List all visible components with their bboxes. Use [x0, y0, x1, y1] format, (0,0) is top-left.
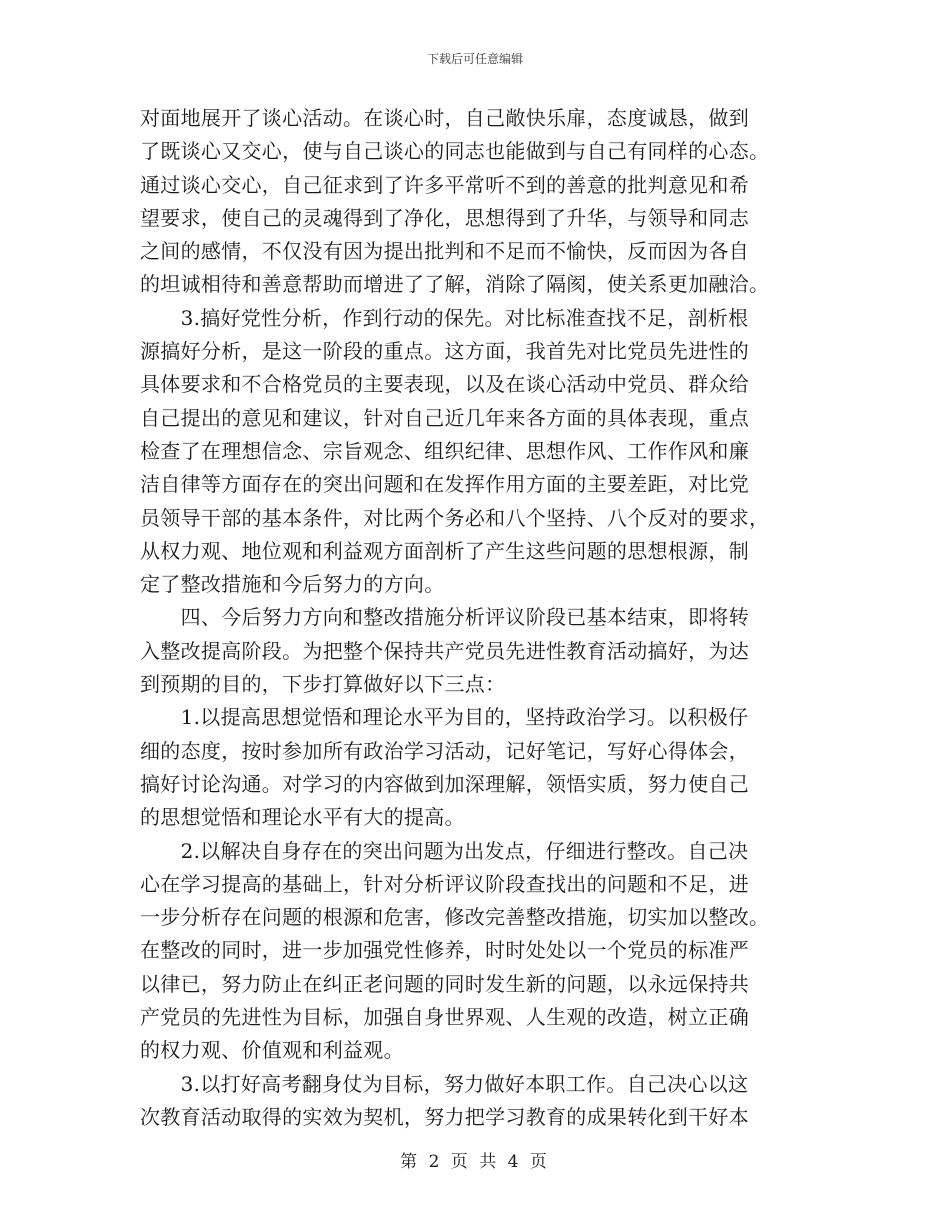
text-line: 定了整改措施和今后努力的方向。	[140, 572, 445, 597]
text-line: 从权力观、地位观和利益观方面剖析了产生这些问题的思想根源，制	[140, 538, 749, 563]
text-line: 以律已，努力防止在纠正老问题的同时发生新的问题，以永远保持共	[140, 971, 749, 996]
text-line: 洁自律等方面存在的突出问题和在发挥作用方面的主要差距，对比党	[140, 472, 749, 497]
text-line: 3.以打好高考翻身仗为目标，努力做好本职工作。自己决心以这	[140, 1071, 749, 1096]
text-line: 望要求，使自己的灵魂得到了净化，思想得到了升华，与领导和同志	[140, 205, 749, 230]
document-body	[140, 102, 812, 1134]
text-line: 到预期的目的，下步打算做好以下三点：	[140, 672, 506, 697]
text-line: 的坦诚相待和善意帮助而增进了了解，消除了隔阂，使关系更加融洽。	[140, 272, 770, 297]
text-line: 四、今后努力方向和整改措施分析评议阶段已基本结束，即将转	[140, 605, 749, 630]
text-line: 具体要求和不合格党员的主要表现，以及在谈心活动中党员、群众给	[140, 372, 749, 397]
text-line: 的思想觉悟和理论水平有大的提高。	[140, 805, 465, 830]
text-line: 了既谈心又交心，使与自己谈心的同志也能做到与自己有同样的心态。	[140, 139, 770, 164]
text-line: 次教育活动取得的实效为契机，努力把学习教育的成果转化到干好本	[140, 1104, 749, 1129]
text-line: 对面地展开了谈心活动。在谈心时，自己敞快乐扉，态度诚恳，做到	[140, 106, 749, 130]
text-line: 通过谈心交心，自己征求到了许多平常听不到的善意的批判意见和希	[140, 172, 749, 197]
page-number-footer: 第 2 页 共 4 页	[400, 1152, 550, 1172]
text-line: 员领导干部的基本条件，对比两个务必和八个坚持、八个反对的要求，	[140, 505, 770, 530]
text-line: 在整改的同时，进一步加强党性修养，时时处处以一个党员的标准严	[140, 938, 749, 963]
text-line: 搞好讨论沟通。对学习的内容做到加深理解，领悟实质，努力使自己	[140, 771, 749, 796]
text-line: 一步分析存在问题的根源和危害，修改完善整改措施，切实加以整改。	[140, 905, 770, 930]
text-line: 产党员的先进性为目标，加强自身世界观、人生观的改造，树立正确	[140, 1005, 749, 1030]
text-line: 的权力观、价值观和利益观。	[140, 1038, 404, 1063]
text-line: 检查了在理想信念、宗旨观念、组织纪律、思想作风、工作作风和廉	[140, 438, 749, 463]
page-header: 下载后可任意编辑	[426, 52, 523, 66]
text-line: 源搞好分析，是这一阶段的重点。这方面，我首先对比党员先进性的	[140, 339, 749, 364]
text-line: 自己提出的意见和建议，针对自己近几年来各方面的具体表现，重点	[140, 405, 749, 430]
text-line: 心在学习提高的基础上，针对分析评议阶段查找出的问题和不足，进	[140, 871, 749, 896]
text-line: 1.以提高思想觉悟和理论水平为目的，坚持政治学习。以积极仔	[140, 705, 749, 730]
text-line: 细的态度，按时参加所有政治学习活动，记好笔记，写好心得体会，	[140, 738, 749, 763]
text-line: 2.以解决自身存在的突出问题为出发点，仔细进行整改。自己决	[140, 838, 749, 863]
text-line: 入整改提高阶段。为把整个保持共产党员先进性教育活动搞好，为达	[140, 638, 749, 663]
text-line: 之间的感情，不仅没有因为提出批判和不足而不愉快，反而因为各自	[140, 239, 749, 264]
text-line: 3.搞好党性分析，作到行动的保先。对比标准查找不足，剖析根	[140, 305, 749, 330]
